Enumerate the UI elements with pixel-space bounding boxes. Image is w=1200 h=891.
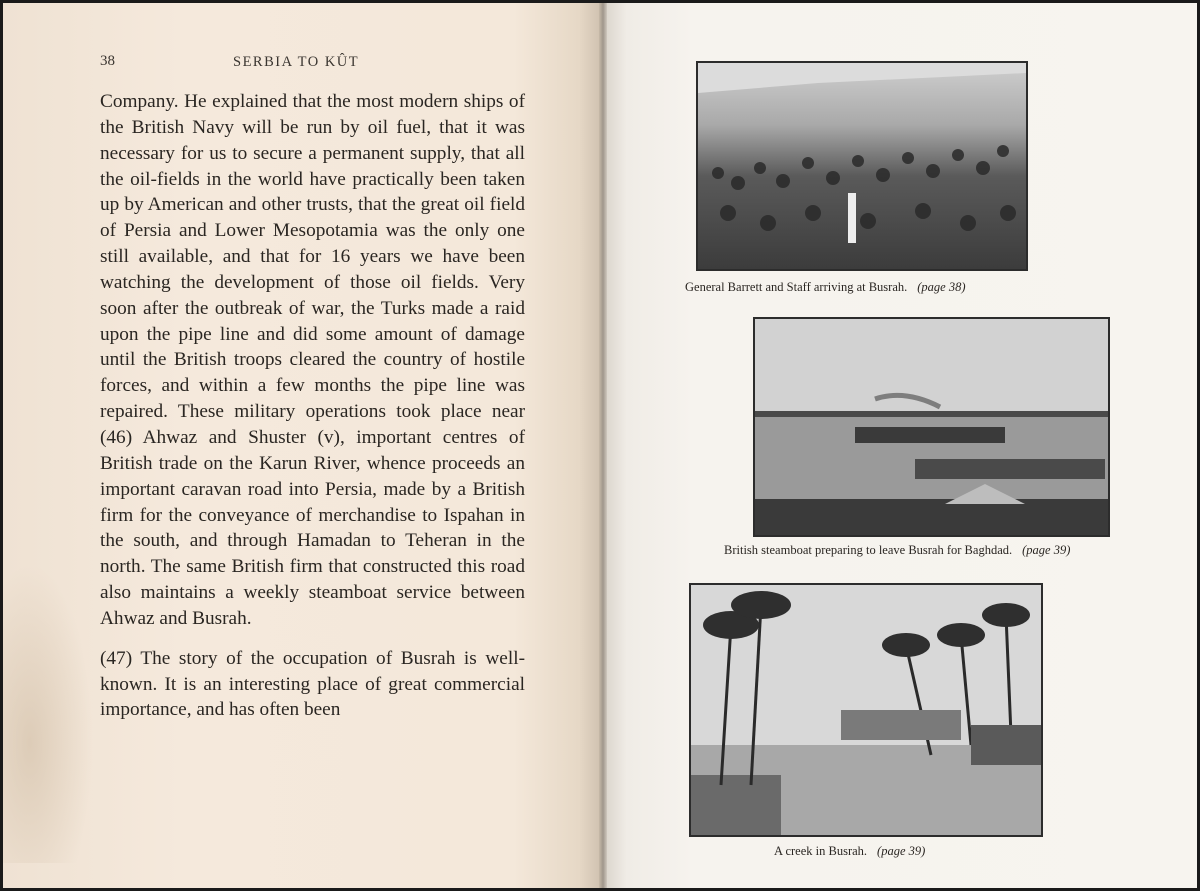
caption-3 <box>774 844 925 859</box>
book-gutter <box>599 3 607 888</box>
caption-1-text: General Barrett and Staff arriving at Busrah. <box>685 280 908 294</box>
running-head: SERBIA TO KÛT <box>233 54 360 70</box>
caption-3-text: A creek in Busrah. <box>774 844 868 858</box>
page-header <box>100 53 525 77</box>
right-page <box>603 3 1197 888</box>
paper-stain <box>3 563 93 863</box>
photo-creek <box>689 583 1043 837</box>
caption-2-ref: (page 39) <box>1022 543 1071 557</box>
caption-3-ref: (page 39) <box>877 844 926 858</box>
page-number: 38 <box>100 53 115 69</box>
caption-1-ref: (page 38) <box>917 280 966 294</box>
body-text <box>100 89 525 723</box>
caption-2-text: British steamboat preparing to leave Busrah for Baghdad. <box>724 543 1013 557</box>
paragraph-1: Company. He explained that the most modern ships of the British Navy will be run by oil fuel, that it was necessary for us to secure a permanent supply, that all the oil-fields in the world have practically been taken up by American and other trusts, that the great oil field of Persia and Lower Mesopotamia was the only one still available, and that for 16 years we have been watching the development of those oil fields. Very soon after the outbreak of war, the Turks made a raid upon the pipe line and did some amount of damage until the British troops cleared the country of hostile forces, and within a few months the pipe line was repaired. These military operations took place near (46) Ahwaz and Shuster (v), important centres of British trade on the Karun River, whence proceeds an important caravan road into Persia, made by a British firm for the conveyance of merchandise to Ispahan in the south, and through Hamadan to Teheran in the north. The same British firm that constructed this road also maintains a weekly steamboat service between Ahwaz and Busrah. <box>100 91 525 629</box>
photo-steamboat <box>753 317 1110 537</box>
photo-general-barrett <box>696 61 1028 271</box>
book-spread <box>3 3 1197 888</box>
paragraph-2: (47) The story of the occupation of Busrah is well-known. It is an interesting place of great commercial importance, and has often been <box>100 647 525 721</box>
caption-2 <box>724 543 1070 558</box>
caption-1 <box>685 280 966 295</box>
left-page <box>3 3 603 888</box>
